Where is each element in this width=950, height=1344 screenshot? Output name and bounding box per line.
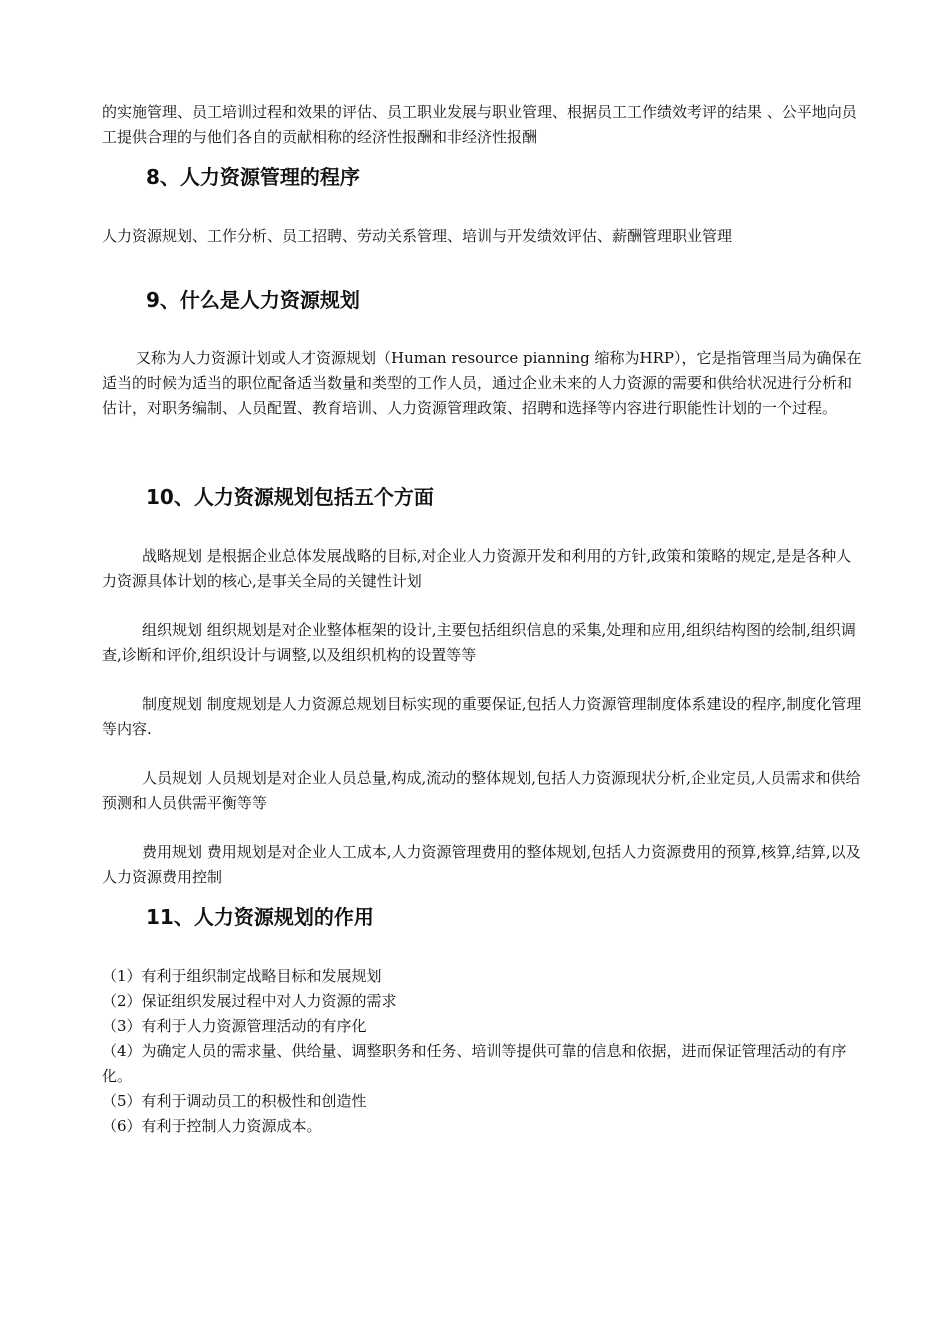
plan-item-organization: 组织规划 组织规划是对企业整体框架的设计,主要包括组织信息的采集,处理和应用,组织结构图的绘制,组织调查,诊断和评价,组织设计与调整,以及组织机构的设置等等 bbox=[102, 621, 856, 664]
plan-item-strategy: 战略规划 是根据企业总体发展战略的目标,对企业人力资源开发和利用的方针,政策和策略的规定,是是各种人力资源具体计划的核心,是事关全局的关键性计划 bbox=[102, 547, 852, 590]
list-item: （5）有利于调动员工的积极性和创造性 bbox=[102, 1092, 367, 1110]
list-item: （6）有利于控制人力资源成本。 bbox=[102, 1117, 322, 1135]
section-8-body: 人力资源规划、工作分析、员工招聘、劳动关系管理、培训与开发绩效评估、薪酬管理职业管理 bbox=[102, 227, 733, 245]
section-8-heading: 8、人力资源管理的程序 bbox=[146, 165, 360, 189]
intro-paragraph: 的实施管理、员工培训过程和效果的评估、员工职业发展与职业管理、根据员工工作绩效考评的结果 、公平地向员工提供合理的与他们各自的贡献相称的经济性报酬和非经济性报酬 bbox=[102, 103, 857, 146]
list-item: （2）保证组织发展过程中对人力资源的需求 bbox=[102, 992, 397, 1010]
section-9-heading: 9、什么是人力资源规划 bbox=[146, 288, 360, 312]
section-9-body: 又称为人力资源计划或人才资源规划（Human resource pianning 缩称为HRP），它是指管理当局为确保在适当的时候为适当的职位配备适当数量和类型的工作人员，通过企业未来的人力资源的需要和供给状况进行分析和估计，对职务编制、人员配置、教育培训、人力资源管理政策、招聘和选择等内容进行职能性计划的一个过程。 bbox=[102, 349, 862, 417]
list-item: （3）有利于人力资源管理活动的有序化 bbox=[102, 1017, 367, 1035]
section-11-heading: 11、人力资源规划的作用 bbox=[146, 905, 374, 929]
plan-item-cost: 费用规划 费用规划是对企业人工成本,人力资源管理费用的整体规划,包括人力资源费用的预算,核算,结算,以及人力资源费用控制 bbox=[102, 843, 861, 886]
list-item: （4）为确定人员的需求量、供给量、调整职务和任务、培训等提供可靠的信息和依据，进而保证管理活动的有序化。 bbox=[102, 1042, 847, 1085]
role-list bbox=[102, 964, 862, 1139]
plan-item-personnel: 人员规划 人员规划是对企业人员总量,构成,流动的整体规划,包括人力资源现状分析,企业定员,人员需求和供给预测和人员供需平衡等等 bbox=[102, 769, 861, 812]
list-item: （1）有利于组织制定战略目标和发展规划 bbox=[102, 967, 382, 985]
section-10-heading: 10、人力资源规划包括五个方面 bbox=[146, 485, 434, 509]
plan-item-system: 制度规划 制度规划是人力资源总规划目标实现的重要保证,包括人力资源管理制度体系建设的程序,制度化管理等内容. bbox=[102, 695, 862, 738]
